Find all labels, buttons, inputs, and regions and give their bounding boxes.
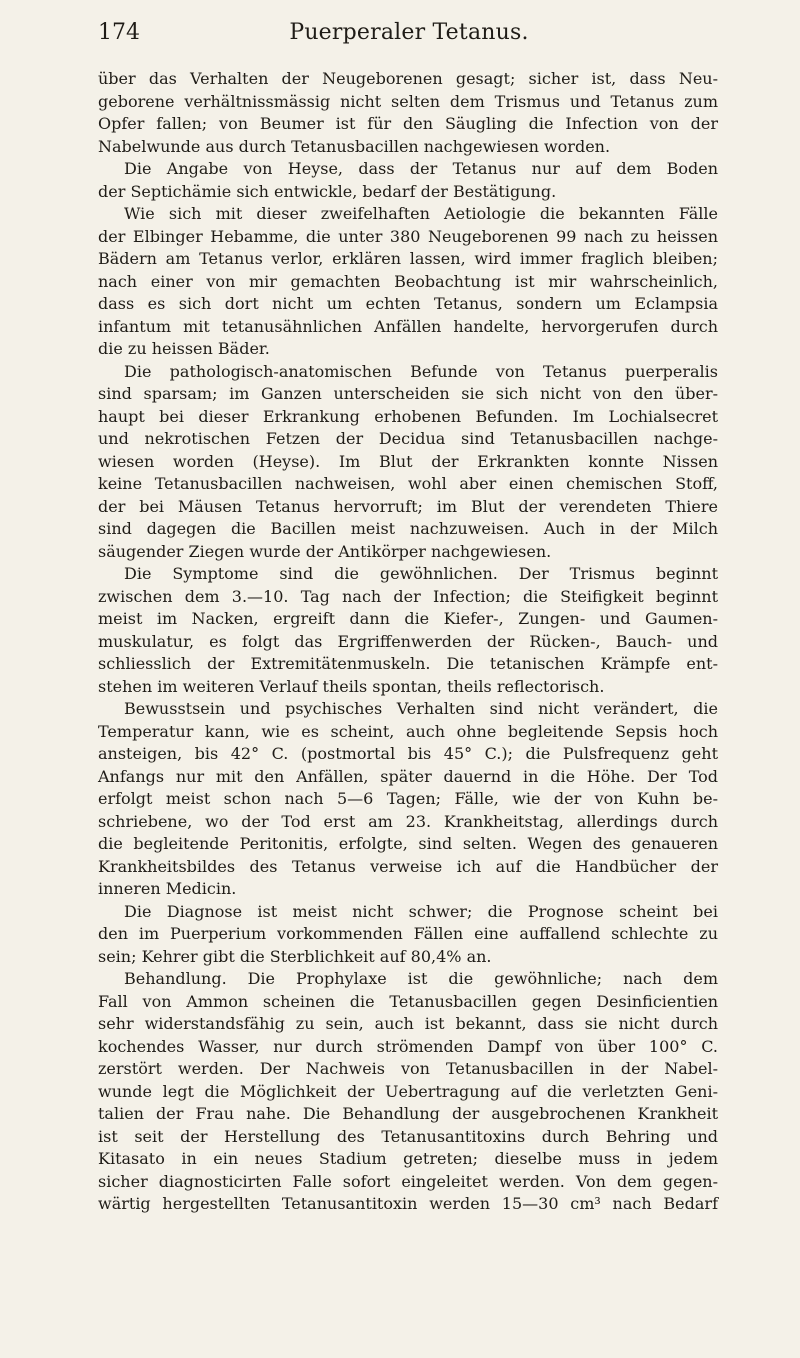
text-line: Bewusstsein und psychisches Verhalten sind nicht verändert, die [124, 699, 718, 718]
text-line: inneren Medicin. [98, 879, 237, 898]
text-line: stehen im weiteren Verlauf theils spontan, theils reflectorisch. [98, 676, 605, 696]
text-line: Bädern am Tetanus verlor, erklären lassen, wird immer fraglich bleiben; [98, 249, 718, 268]
text-line: dass es sich dort nicht um echten Tetanus, sondern um Eclampsia [98, 294, 718, 313]
text-line: der Septichämie sich entwickle, bedarf der Bestätigung. [98, 181, 557, 201]
text-line: ist seit der Herstellung des Tetanusantitoxins durch Behring und [98, 1126, 718, 1146]
page-number: 174 [98, 20, 140, 45]
text-line: und nekrotischen Fetzen der Decidua sind Tetanusbacillen nachge- [98, 429, 718, 448]
text-line: kochendes Wasser, nur durch strömenden Dampf von über 100° C. [98, 1036, 718, 1056]
text-line: schriebene, wo der Tod erst am 23. Krankheitstag, allerdings durch [98, 811, 718, 831]
text-line: Anfangs nur mit den Anfällen, später dauernd in die Höhe. Der Tod [98, 766, 718, 786]
text-line: die zu heissen Bäder. [98, 339, 270, 358]
text-line: sicher diagnosticirten Falle sofort eingeleitet werden. Von dem gegen- [98, 1171, 718, 1191]
text-line: zerstört werden. Der Nachweis von Tetanusbacillen in der Nabel- [98, 1059, 718, 1078]
page-header [98, 20, 720, 52]
text-line: der Elbinger Hebamme, die unter 380 Neugeborenen 99 nach zu heissen [98, 226, 718, 246]
text-line: infantum mit tetanusähnlichen Anfällen handelte, hervorgerufen durch [98, 316, 718, 336]
text-line: nach einer von mir gemachten Beobachtung ist mir wahrscheinlich, [98, 271, 718, 291]
text-line: keine Tetanusbacillen nachweisen, wohl aber einen chemischen Stoff, [98, 474, 718, 493]
text-line: meist im Nacken, ergreift dann die Kiefer-, Zungen- und Gaumen- [98, 609, 718, 628]
text-line: wärtig hergestellten Tetanusantitoxin werden 15—30 cm³ nach Bedarf [98, 1194, 718, 1213]
text-line: die begleitende Peritonitis, erfolgte, sind selten. Wegen des genaueren [98, 834, 718, 853]
running-title: Puerperaler Tetanus. [289, 20, 529, 45]
text-line: säugender Ziegen wurde der Antikörper nachgewiesen. [98, 541, 552, 561]
text-line: Behandlung. Die Prophylaxe ist die gewöhnliche; nach dem [124, 969, 718, 988]
text-line: den im Puerperium vorkommenden Fällen eine auffallend schlechte zu [98, 924, 718, 943]
text-line: Opfer fallen; von Beumer ist für den Säugling die Infection von der [98, 114, 718, 133]
text-line: über das Verhalten der Neugeborenen gesagt; sicher ist, dass Neu- [98, 69, 718, 88]
text-line: Die Diagnose ist meist nicht schwer; die Prognose scheint bei [124, 901, 718, 921]
text-line: muskulatur, es folgt das Ergriffenwerden der Rücken-, Bauch- und [98, 631, 718, 651]
body-text [98, 68, 718, 1216]
text-line: wiesen worden (Heyse). Im Blut der Erkrankten konnte Nissen [98, 451, 718, 471]
text-line: Kitasato in ein neues Stadium getreten; dieselbe muss in jedem [98, 1149, 718, 1168]
text-line: ansteigen, bis 42° C. (postmortal bis 45° C.); die Pulsfrequenz geht [98, 744, 718, 763]
text-line: erfolgt meist schon nach 5—6 Tagen; Fälle, wie der von Kuhn be- [98, 789, 718, 808]
text-line: Krankheitsbildes des Tetanus verweise ich auf die Handbücher der [98, 856, 718, 876]
text-line: sehr widerstandsfähig zu sein, auch ist bekannt, dass sie nicht durch [98, 1014, 718, 1033]
text-line: talien der Frau nahe. Die Behandlung der ausgebrochenen Krankheit [98, 1104, 718, 1123]
text-line: sind sparsam; im Ganzen unterscheiden sie sich nicht von den über- [98, 384, 718, 403]
text-line: der bei Mäusen Tetanus hervorruft; im Blut der verendeten Thiere [98, 496, 718, 516]
text-line: Nabelwunde aus durch Tetanusbacillen nachgewiesen worden. [98, 136, 611, 156]
text-line: sind dagegen die Bacillen meist nachzuweisen. Auch in der Milch [98, 519, 718, 538]
text-line: haupt bei dieser Erkrankung erhobenen Befunden. Im Lochialsecret [98, 406, 718, 426]
text-line: Die Angabe von Heyse, dass der Tetanus nur auf dem Boden [124, 159, 718, 178]
text-line: Fall von Ammon scheinen die Tetanusbacillen gegen Desinficientien [98, 991, 718, 1011]
text-line: Wie sich mit dieser zweifelhaften Aetiologie die bekannten Fälle [124, 204, 718, 223]
text-line: Die Symptome sind die gewöhnlichen. Der Trismus beginnt [124, 564, 718, 583]
text-line: schliesslich der Extremitätenmuskeln. Die tetanischen Krämpfe ent- [98, 654, 718, 673]
text-line: Die pathologisch-anatomischen Befunde von Tetanus puerperalis [124, 361, 718, 381]
text-line: wunde legt die Möglichkeit der Uebertragung auf die verletzten Geni- [98, 1081, 718, 1101]
text-line: zwischen dem 3.—10. Tag nach der Infection; die Steifigkeit beginnt [98, 586, 718, 606]
text-line: Temperatur kann, wie es scheint, auch ohne begleitende Sepsis hoch [98, 721, 718, 741]
text-line: geborene verhältnissmässig nicht selten dem Trismus und Tetanus zum [98, 91, 718, 111]
text-line: sein; Kehrer gibt die Sterblichkeit auf 80,4% an. [98, 946, 492, 966]
